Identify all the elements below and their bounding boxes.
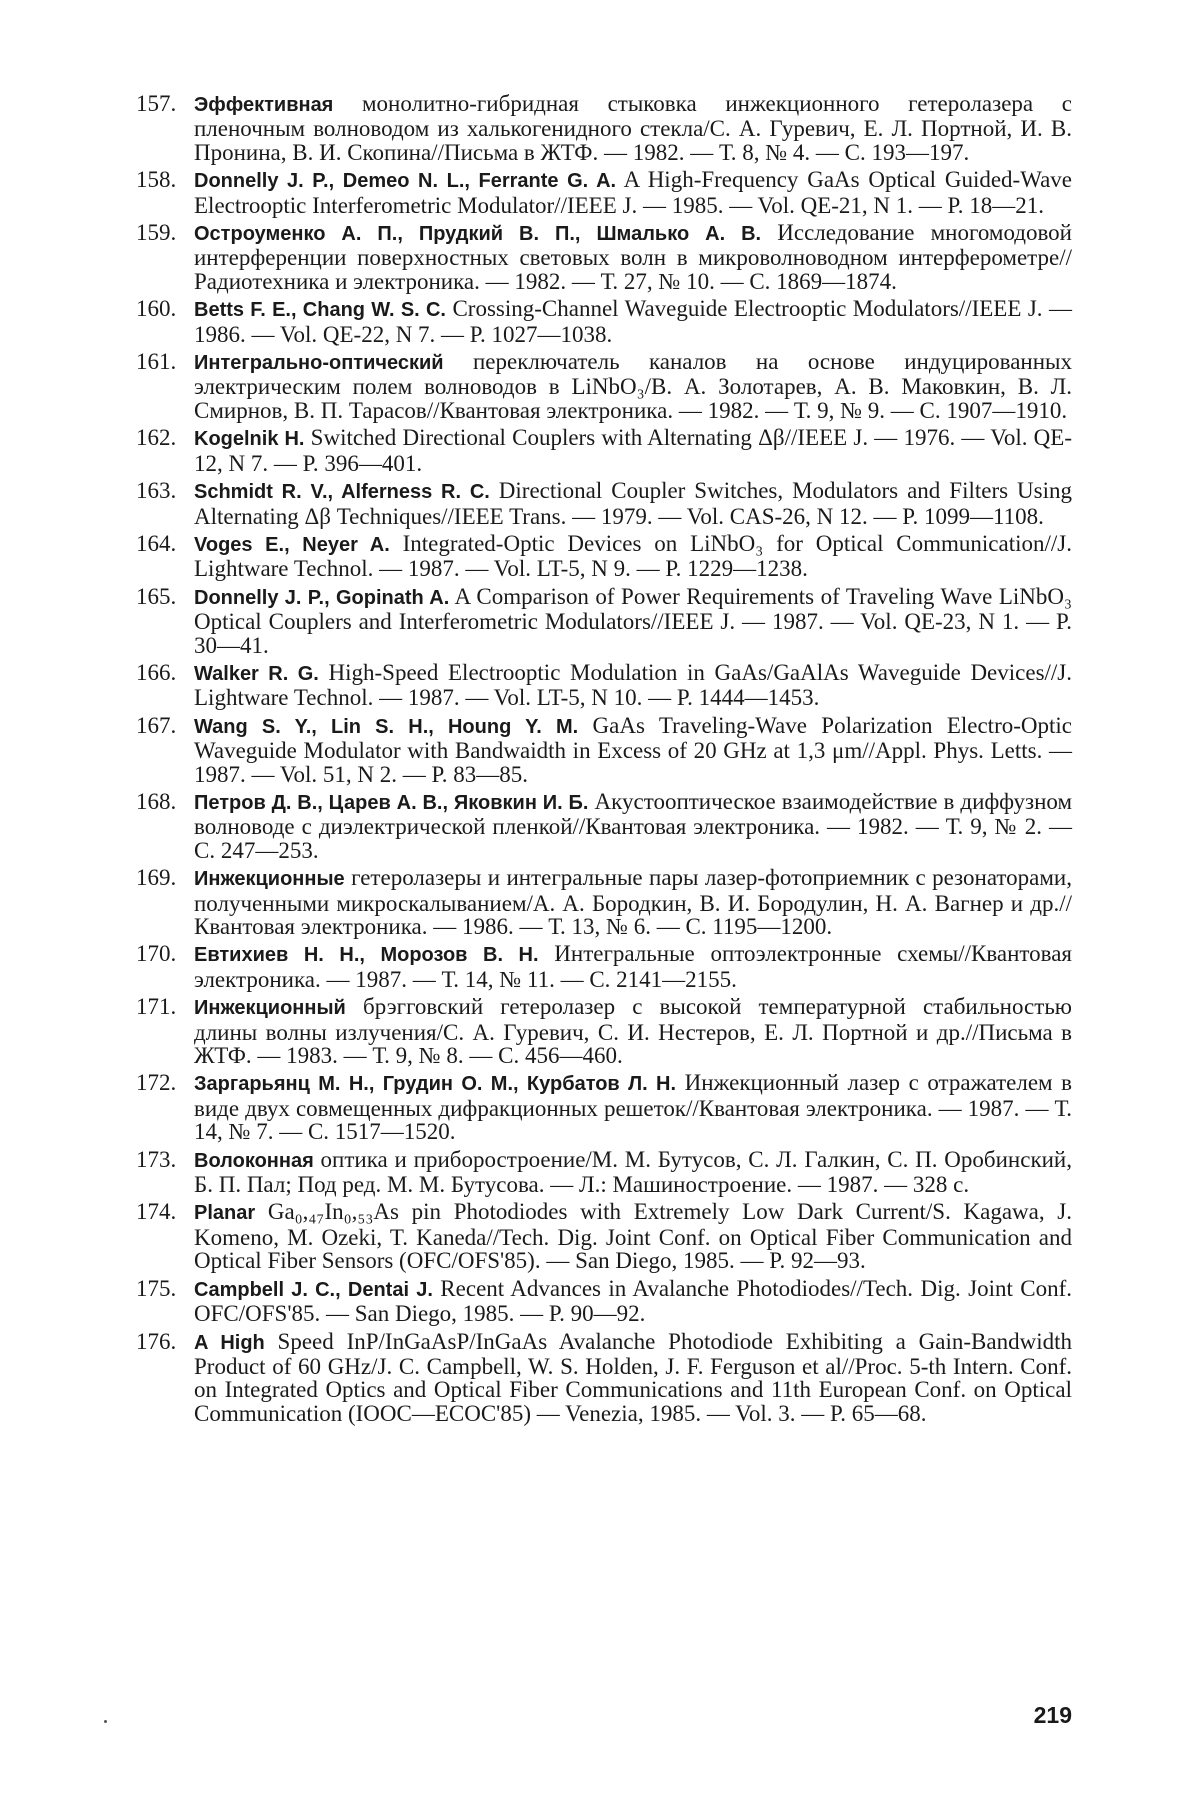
reference-authors: Campbell J. C., Dentai J.: [194, 1278, 433, 1301]
reference-authors: Эффективная: [194, 94, 334, 116]
reference-authors: Интегрально-оптический: [194, 352, 444, 375]
reference-number: 160.: [136, 296, 177, 322]
reference-body: Crossing-Channel Waveguide Electrooptic Modulators//IEEE J. — 1986. — Vol. QE-22, N 7. — P. 1027—1038.: [194, 296, 1072, 347]
reference-item: [136, 1071, 1072, 1143]
reference-authors: Остроуменко А. П., Прудкий В. П., Шмалько А. В.: [194, 223, 762, 246]
reference-text: [194, 1330, 1072, 1426]
reference-item: [136, 942, 1072, 991]
reference-number: 166.: [136, 659, 177, 685]
reference-body: Integrated-Optic Devices on LiNbO₃ for Optical Communication//J. Lightware Technol. — 1987. — Vol. LT-5, N 9. — P. 1229—1238.: [194, 530, 1072, 582]
reference-number: 161.: [136, 349, 177, 375]
reference-item: [136, 532, 1072, 581]
reference-number: 176.: [136, 1328, 177, 1354]
reference-authors: Евтихиев Н. Н., Морозов В. Н.: [194, 944, 539, 967]
reference-authors: Заргарьянц М. Н., Грудин О. М., Курбатов Л. Н.: [194, 1073, 677, 1096]
reference-item: [136, 790, 1072, 862]
reference-list: [136, 92, 1072, 1429]
reference-authors: Voges E., Neyer A.: [194, 533, 390, 556]
reference-item: [136, 426, 1072, 475]
reference-number: 168.: [136, 788, 177, 814]
reference-text: [194, 1277, 1072, 1326]
reference-item: [136, 92, 1072, 164]
reference-body: Recent Advances in Avalanche Photodiodes//Tech. Dig. Joint Conf. OFC/OFS'85. — San Diego, 1985. — P. 90—92.: [194, 1275, 1072, 1327]
reference-body: High-Speed Electrooptic Modulation in GaAs/GaAlAs Waveguide Devices//J. Lightware Technol. — 1987. — Vol. LT-5, N 10. — P. 1444—1453.: [194, 659, 1072, 711]
reference-text: [194, 92, 1072, 164]
reference-body: Speed InP/InGaAsP/InGaAs Avalanche Photodiode Exhibiting a Gain-Bandwidth Product of 60 GHz/J. C. Campbell, W. S. Holden, J. F. Ferguson et al//Proc. 5-th Intern. Conf. on Integrated Optics and Optical Fiber Communications and 11th European Conf. on Optical Communication (IOOC—ECOC'85) — Venezia, 1985. — Vol. 3. — P. 65—68.: [194, 1328, 1072, 1426]
reference-number: 158.: [136, 167, 177, 193]
reference-item: [136, 1200, 1072, 1272]
reference-number: 162.: [136, 425, 177, 451]
reference-text: [194, 532, 1072, 581]
reference-text: [194, 714, 1072, 786]
reference-authors: Инжекционный: [194, 997, 346, 1020]
reference-authors: Schmidt R. V., Alferness R. C.: [194, 481, 490, 504]
reference-item: [136, 714, 1072, 786]
reference-text: [194, 790, 1072, 862]
reference-item: [136, 221, 1072, 293]
reference-body: Интегральные оптоэлектронные схемы//Квантовая электроника. — 1987. — Т. 14, № 11. — С. 2141—2155.: [194, 941, 1072, 992]
reference-body: A Comparison of Power Requirements of Traveling Wave LiNbO₃ Optical Couplers and Interferometric Modulators//IEEE J. — 1987. — Vol. QE-23, N 1. — P. 30—41.: [194, 583, 1072, 658]
reference-text: [194, 585, 1072, 657]
reference-body: монолитно-гибридная стыковка инжекционного гетеролазера с пленочным волноводом из халькогенидного стекла/С. А. Гуревич, Е. Л. Портной, И. В. Пронина, В. И. Скопина//Письма в ЖТФ. — 1982. — Т. 8, № 4. — С. 193—197.: [194, 91, 1072, 165]
reference-item: [136, 661, 1072, 710]
reference-text: [194, 168, 1072, 217]
reference-body: Акустооптическое взаимодействие в диффузном волноводе с диэлектрической пленкой//Квантовая электроника. — 1982. — Т. 9, № 2. — С. 247—253.: [194, 788, 1072, 863]
reference-body: гетеролазеры и интегральные пары лазер-фотоприемник с резонаторами, полученными микроскалыванием/А. А. Бородкин, В. И. Бородулин, Н. А. Вагнер и др.//Квантовая электроника. — 1986. — Т. 13, № 6. — С. 1195—1200.: [194, 865, 1072, 939]
reference-body: GaAs Traveling-Wave Polarization Electro-Optic Waveguide Modulator with Bandwaidth in Excess of 20 GHz at 1,3 μm//Appl. Phys. Letts. — 1987. — Vol. 51, N 2. — P. 83—85.: [194, 712, 1072, 787]
reference-authors: Donnelly J. P., Demeo N. L., Ferrante G. A.: [194, 170, 617, 193]
reference-body: Directional Coupler Switches, Modulators and Filters Using Alternating Δβ Techniques//IEEE Trans. — 1979. — Vol. CAS-26, N 12. — P. 1099—1108.: [194, 478, 1072, 529]
reference-number: 169.: [136, 865, 177, 891]
reference-number: 159.: [136, 220, 177, 246]
reference-item: [136, 1277, 1072, 1326]
reference-authors: Петров Д. В., Царев А. В., Яковкин И. Б.: [194, 791, 589, 814]
reference-authors: Walker R. G.: [194, 662, 319, 685]
reference-text: [194, 221, 1072, 293]
page-number: 219: [1033, 1702, 1072, 1728]
reference-authors: Planar: [194, 1202, 256, 1225]
reference-body: A High-Frequency GaAs Optical Guided-Wave Electrooptic Interferometric Modulator//IEEE J. — 1985. — Vol. QE-21, N 1. — P. 18—21.: [194, 167, 1072, 218]
reference-authors: A High: [194, 1331, 265, 1354]
reference-number: 175.: [136, 1275, 177, 1301]
reference-item: [136, 1148, 1072, 1197]
reference-body: Исследование многомодовой интерференции поверхностных световых волн в микроволноводном интерферометре//Радиотехника и электроника. — 1982. — Т. 27, № 10. — С. 1869—1874.: [194, 220, 1072, 294]
reference-number: 157.: [136, 91, 177, 116]
reference-number: 164.: [136, 530, 177, 556]
reference-body: Ga₀,₄₇In₀,₅₃As pin Photodiodes with Extremely Low Dark Current/S. Kagawa, J. Komeno, M. Ozeki, T. Kaneda//Tech. Dig. Joint Conf. on Optical Fiber Communication and Optical Fiber Sensors (OFC/OFS'85). — San Diego, 1985. — P. 92—93.: [194, 1199, 1072, 1274]
reference-item: [136, 297, 1072, 346]
reference-number: 172.: [136, 1070, 177, 1096]
reference-number: 165.: [136, 583, 177, 609]
reference-item: [136, 585, 1072, 657]
reference-body: Инжекционный лазер с отражателем в виде двух совмещенных дифракционных решеток//Квантовая электроника. — 1987. — Т. 14, № 7. — С. 1517—1520.: [194, 1070, 1072, 1145]
reference-text: [194, 426, 1072, 475]
reference-body: оптика и приборостроение/М. М. Бутусов, С. Л. Галкин, С. П. Оробинский, Б. П. Пал; Под ред. М. М. Бутусова. — Л.: Машиностроение. — 1987. — 328 с.: [194, 1146, 1072, 1198]
reference-authors: Wang S. Y., Lin S. H., Houng Y. M.: [194, 715, 579, 738]
reference-text: [194, 350, 1072, 422]
reference-number: 171.: [136, 994, 177, 1020]
reference-item: [136, 866, 1072, 938]
reference-authors: Donnelly J. P., Gopinath A.: [194, 586, 450, 609]
reference-body: брэгговский гетеролазер с высокой температурной стабильностью длины волны излучения/С. А. Гуревич, С. И. Нестеров, Е. Л. Портной и др.//Письма в ЖТФ. — 1983. — Т. 9, № 8. — С. 456—460.: [194, 994, 1072, 1069]
reference-authors: Kogelnik H.: [194, 428, 305, 451]
reference-item: [136, 1330, 1072, 1426]
reference-authors: Волоконная: [194, 1149, 314, 1172]
reference-number: 170.: [136, 941, 177, 967]
reference-number: 173.: [136, 1146, 177, 1172]
reference-text: [194, 297, 1072, 346]
reference-text: [194, 661, 1072, 710]
reference-item: [136, 350, 1072, 422]
reference-body: Switched Directional Couplers with Alternating Δβ//IEEE J. — 1976. — Vol. QE-12, N 7. — P. 396—401.: [194, 425, 1072, 476]
reference-text: [194, 1071, 1072, 1143]
reference-authors: Инжекционные: [194, 868, 345, 891]
reference-item: [136, 168, 1072, 217]
reference-text: [194, 866, 1072, 938]
reference-text: [194, 942, 1072, 991]
reference-number: 163.: [136, 478, 177, 504]
reference-authors: Betts F. E., Chang W. S. C.: [194, 299, 446, 322]
reference-text: [194, 1200, 1072, 1272]
reference-text: [194, 995, 1072, 1067]
reference-text: [194, 479, 1072, 528]
reference-item: [136, 995, 1072, 1067]
reference-number: 167.: [136, 712, 177, 738]
stray-dot: [104, 1720, 107, 1723]
reference-number: 174.: [136, 1199, 177, 1225]
reference-body: переключатель каналов на основе индуцированных электрическим полем волноводов в LiNbO₃/В. А. Золотарев, А. В. Маковкин, В. Л. Смирнов, В. П. Тарасов//Квантовая электроника. — 1982. — Т. 9, № 9. — С. 1907—1910.: [194, 349, 1072, 423]
reference-text: [194, 1148, 1072, 1197]
reference-item: [136, 479, 1072, 528]
